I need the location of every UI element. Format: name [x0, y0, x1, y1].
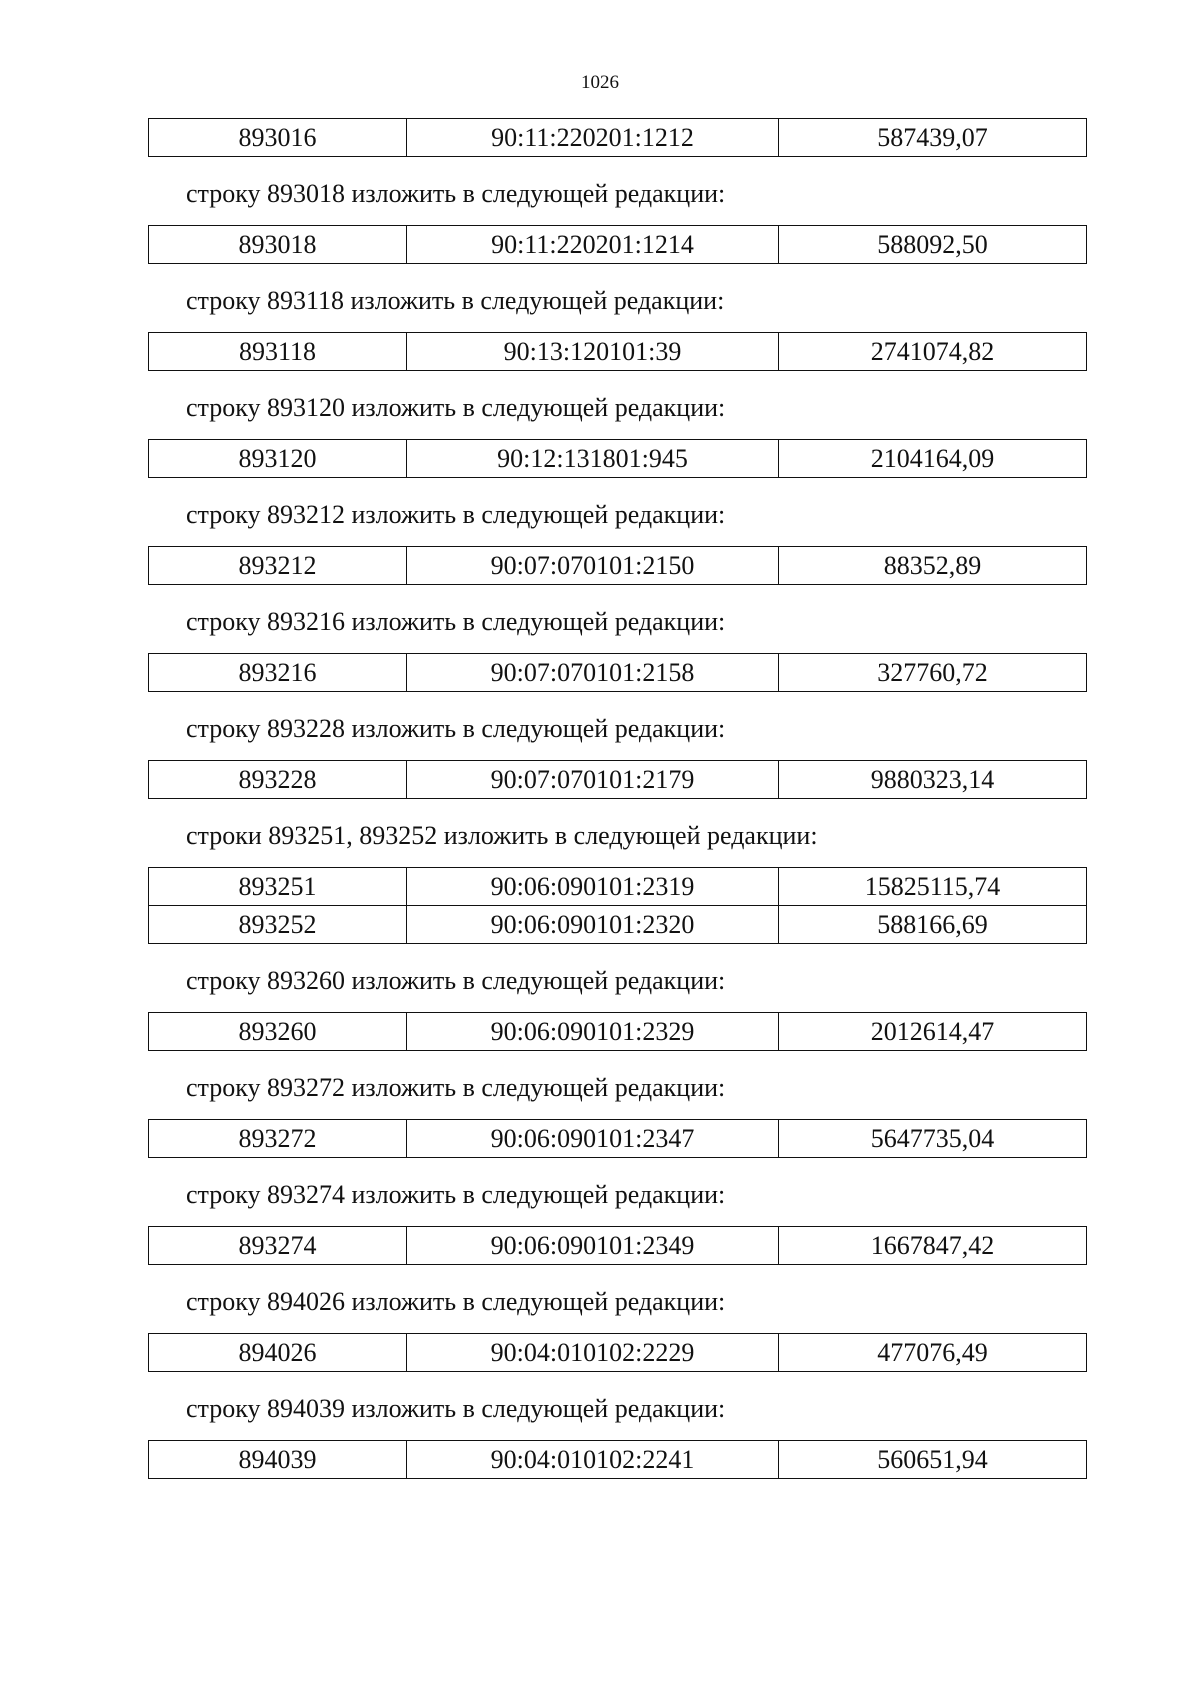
amendment-list [148, 118, 1086, 1479]
cadastral-number-cell: 90:06:090101:2329 [407, 1013, 779, 1051]
amendment-table [148, 439, 1087, 478]
cadastral-number-cell: 90:07:070101:2179 [407, 761, 779, 799]
amendment-table [148, 1440, 1087, 1479]
row-number-cell: 893018 [149, 226, 407, 264]
value-cell: 15825115,74 [779, 868, 1087, 906]
amendment-instruction: строку 893272 изложить в следующей редакции: [186, 1073, 726, 1102]
value-cell: 88352,89 [779, 547, 1087, 585]
row-number-cell: 893120 [149, 440, 407, 478]
table-row [149, 119, 1087, 157]
table-row [149, 547, 1087, 585]
row-number-cell: 893216 [149, 654, 407, 692]
amendment-table [148, 332, 1087, 371]
table-row [149, 1441, 1087, 1479]
cadastral-number-cell: 90:04:010102:2241 [407, 1441, 779, 1479]
amendment-table [148, 1226, 1087, 1265]
amendment-table [148, 546, 1087, 585]
table-row [149, 868, 1087, 906]
cadastral-number-cell: 90:11:220201:1214 [407, 226, 779, 264]
amendment-instruction: строку 893018 изложить в следующей редакции: [186, 179, 726, 208]
amendment-block [148, 607, 1086, 692]
value-cell: 327760,72 [779, 654, 1087, 692]
amendment-block [148, 118, 1086, 157]
value-cell: 587439,07 [779, 119, 1087, 157]
cadastral-number-cell: 90:11:220201:1212 [407, 119, 779, 157]
table-row [149, 440, 1087, 478]
value-cell: 588166,69 [779, 906, 1087, 944]
row-number-cell: 894039 [149, 1441, 407, 1479]
cadastral-number-cell: 90:06:090101:2319 [407, 868, 779, 906]
cadastral-number-cell: 90:07:070101:2150 [407, 547, 779, 585]
table-row [149, 226, 1087, 264]
table-row [149, 1227, 1087, 1265]
cadastral-number-cell: 90:07:070101:2158 [407, 654, 779, 692]
cadastral-number-cell: 90:06:090101:2349 [407, 1227, 779, 1265]
row-number-cell: 893272 [149, 1120, 407, 1158]
amendment-table [148, 1119, 1087, 1158]
table-row [149, 1013, 1087, 1051]
cadastral-number-cell: 90:12:131801:945 [407, 440, 779, 478]
amendment-block [148, 966, 1086, 1051]
value-cell: 1667847,42 [779, 1227, 1087, 1265]
value-cell: 5647735,04 [779, 1120, 1087, 1158]
row-number-cell: 893260 [149, 1013, 407, 1051]
table-row [149, 906, 1087, 944]
value-cell: 2012614,47 [779, 1013, 1087, 1051]
row-number-cell: 893251 [149, 868, 407, 906]
amendment-block [148, 179, 1086, 264]
amendment-instruction: строку 893212 изложить в следующей редакции: [186, 500, 726, 529]
cadastral-number-cell: 90:13:120101:39 [407, 333, 779, 371]
page-number: 1026 [581, 72, 619, 93]
row-number-cell: 893228 [149, 761, 407, 799]
amendment-table [148, 225, 1087, 264]
row-number-cell: 893212 [149, 547, 407, 585]
table-row [149, 654, 1087, 692]
row-number-cell: 893016 [149, 119, 407, 157]
value-cell: 2104164,09 [779, 440, 1087, 478]
value-cell: 588092,50 [779, 226, 1087, 264]
amendment-block [148, 1287, 1086, 1372]
amendment-table [148, 760, 1087, 799]
value-cell: 9880323,14 [779, 761, 1087, 799]
amendment-block [148, 500, 1086, 585]
amendment-table [148, 653, 1087, 692]
amendment-block [148, 1073, 1086, 1158]
amendment-instruction: строку 893118 изложить в следующей редакции: [186, 286, 725, 315]
amendment-instruction: строки 893251, 893252 изложить в следующей редакции: [186, 821, 818, 850]
amendment-instruction: строку 894039 изложить в следующей редакции: [186, 1394, 726, 1423]
value-cell: 477076,49 [779, 1334, 1087, 1372]
amendment-instruction: строку 893228 изложить в следующей редакции: [186, 714, 726, 743]
amendment-instruction: строку 893216 изложить в следующей редакции: [186, 607, 726, 636]
amendment-table [148, 1333, 1087, 1372]
row-number-cell: 893118 [149, 333, 407, 371]
row-number-cell: 894026 [149, 1334, 407, 1372]
amendment-block [148, 1180, 1086, 1265]
table-row [149, 1120, 1087, 1158]
table-row [149, 333, 1087, 371]
amendment-table [148, 118, 1087, 157]
amendment-block [148, 821, 1086, 944]
amendment-instruction: строку 893120 изложить в следующей редакции: [186, 393, 726, 422]
row-number-cell: 893274 [149, 1227, 407, 1265]
amendment-block [148, 1394, 1086, 1479]
row-number-cell: 893252 [149, 906, 407, 944]
cadastral-number-cell: 90:04:010102:2229 [407, 1334, 779, 1372]
value-cell: 560651,94 [779, 1441, 1087, 1479]
amendment-table [148, 1012, 1087, 1051]
cadastral-number-cell: 90:06:090101:2320 [407, 906, 779, 944]
cadastral-number-cell: 90:06:090101:2347 [407, 1120, 779, 1158]
table-row [149, 1334, 1087, 1372]
amendment-block [148, 286, 1086, 371]
amendment-instruction: строку 893274 изложить в следующей редакции: [186, 1180, 726, 1209]
value-cell: 2741074,82 [779, 333, 1087, 371]
amendment-instruction: строку 894026 изложить в следующей редакции: [186, 1287, 726, 1316]
amendment-instruction: строку 893260 изложить в следующей редакции: [186, 966, 726, 995]
amendment-block [148, 393, 1086, 478]
amendment-block [148, 714, 1086, 799]
amendment-table [148, 867, 1087, 944]
table-row [149, 761, 1087, 799]
